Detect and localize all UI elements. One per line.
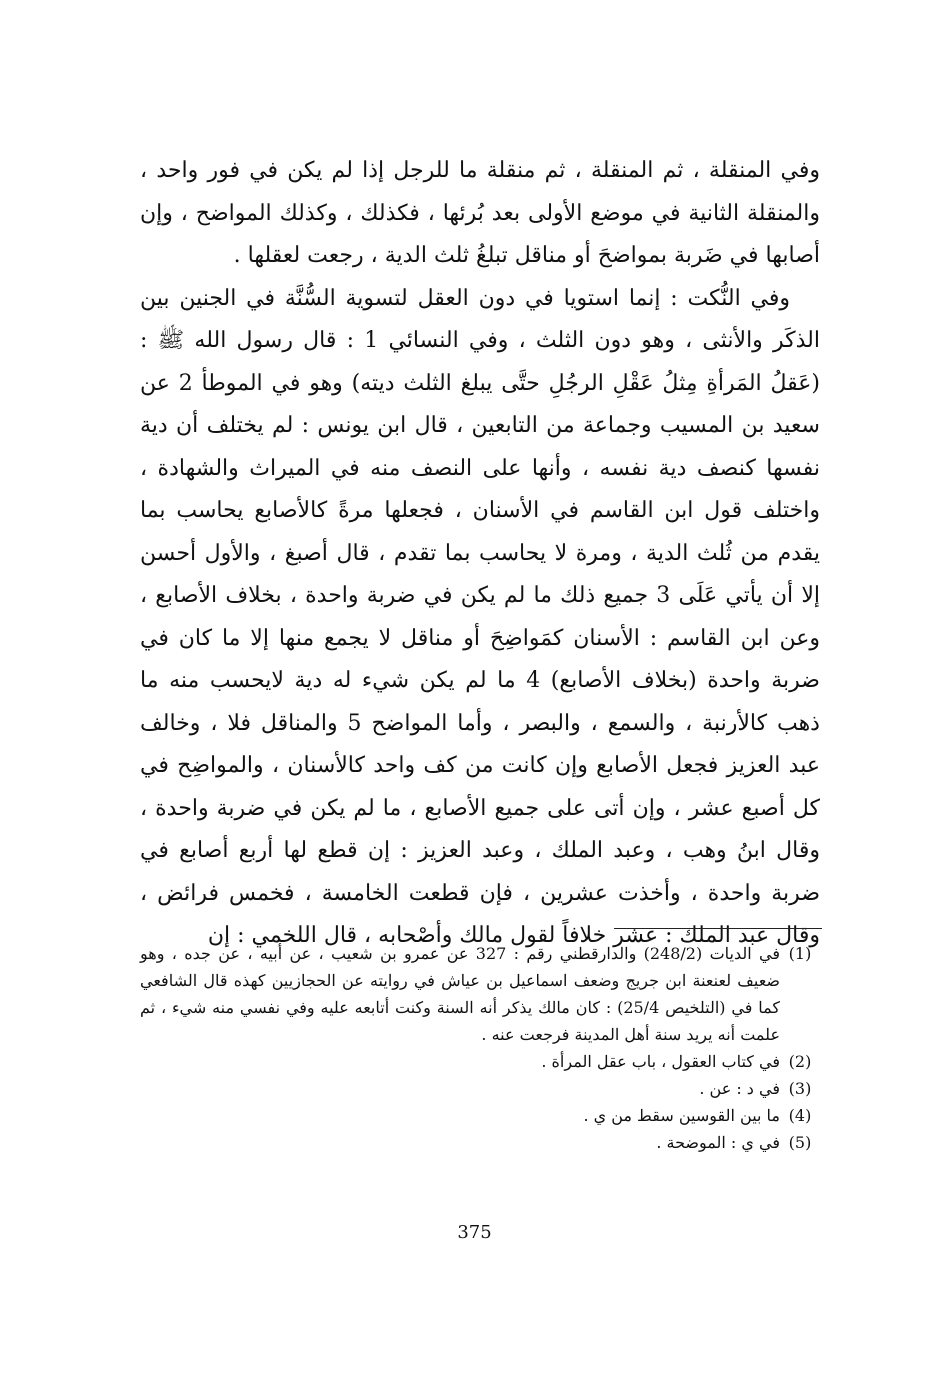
footnotes [140,940,820,1156]
footnote-number: (3) [788,1079,812,1098]
main-text [140,150,820,958]
footnote-1 [140,940,820,1048]
footnote-4 [140,1102,820,1129]
paragraph-2: وفي النُّكت : إنما استويا في دون العقل لتسوية السُّنَّة في الجنين بين الذكَر والأنثى ، وهو دون الثلث ، وفي النسائي 1 : قال رسول الله ﷺ : (عَقلُ المَرأةِ مِثلُ عَقْلِ الرجُلِ حتَّى يبلغ الثلث ديته) وهو في الموطأ 2 عن سعيد بن المسيب وجماعة من التابعين ، قال ابن يونس : لم يختلف أن دية نفسها كنصف دية نفسه ، وأنها على النصف منه في الميراث والشهادة ، واختلف قول ابن القاسم في الأسنان ، فجعلها مرةً كالأصابع يحاسب بما يقدم من ثُلث الدية ، ومرة لا يحاسب بما تقدم ، قال أصبغ ، والأول أحسن إلا أن يأتي عَلَى 3 جميع ذلك ما لم يكن في ضربة واحدة ، بخلاف الأصابع ، وعن ابن القاسم : الأسنان كمَواضِحَ أو مناقل لا يجمع منها إلا ما كان في ضربة واحدة (بخلاف الأصابع) 4 ما لم يكن شيء له دية لايحسب منه ما ذهب كالأرنبة ، والسمع ، والبصر ، وأما المواضح 5 والمناقل فلا ، وخالف عبد العزيز فجعل الأصابع وإن كانت من كف واحد كالأسنان ، والمواضِح في كل أصبع عشر ، وإن أتى على جميع الأصابع ، ما لم يكن في ضربة واحدة ، وقال ابنُ وهب ، وعبد الملك ، وعبد العزيز : إن قطع لها أربع أصابع في ضربة واحدة ، وأخذت عشرين ، فإن قطعت الخامسة ، فخمس فرائض ، وقال عبد الملك : عشر خلافاً لقول مالك وأصْحابه ، قال اللخمي : إن [140,285,820,948]
footnote-3 [140,1075,820,1102]
footnote-text: في الديات (248/2) والدارقطني رقم : 327 عن عمرو بن شعيب ، عن أبيه ، عن جده ، وهو ضعيف لعنعنة ابن جريج وضعف اسماعيل بن عياش في روايته عن الحجازيين كهذه قال الشافعي كما في (التلخيص 25/4) : كان مالك يذكر أنه السنة وكنت أتابعه عليه وفي نفسي منه شيء ، ثم علمت أنه يريد سنة أهل المدينة فرجعت عنه . [140,944,780,1044]
footnote-text: في د : عن . [699,1079,780,1098]
footnote-number: (2) [788,1052,812,1071]
footnote-number: (1) [788,944,812,963]
footnote-text: في كتاب العقول ، باب عقل المرأة . [541,1052,780,1071]
page-number: 375 [457,1222,492,1243]
footnote-number: (4) [788,1106,812,1125]
footnote-separator [614,928,822,929]
footnote-number: (5) [788,1133,812,1152]
paragraph-1: وفي المنقلة ، ثم المنقلة ، ثم منقلة ما للرجل إذا لم يكن في فور واحد ، والمنقلة الثانية في موضع الأولى بعد بُرئها ، فكذلك ، وكذلك المواضح ، وإن أصابها في ضَربة بمواضحَ أو مناقل تبلغُ ثلث الدية ، رجعت لعقلها . [140,158,820,268]
footnote-2 [140,1048,820,1075]
footnote-text: في ي : الموضحة . [656,1133,780,1152]
footnote-5 [140,1129,820,1156]
footnote-text: ما بين القوسين سقط من ي . [583,1106,780,1125]
